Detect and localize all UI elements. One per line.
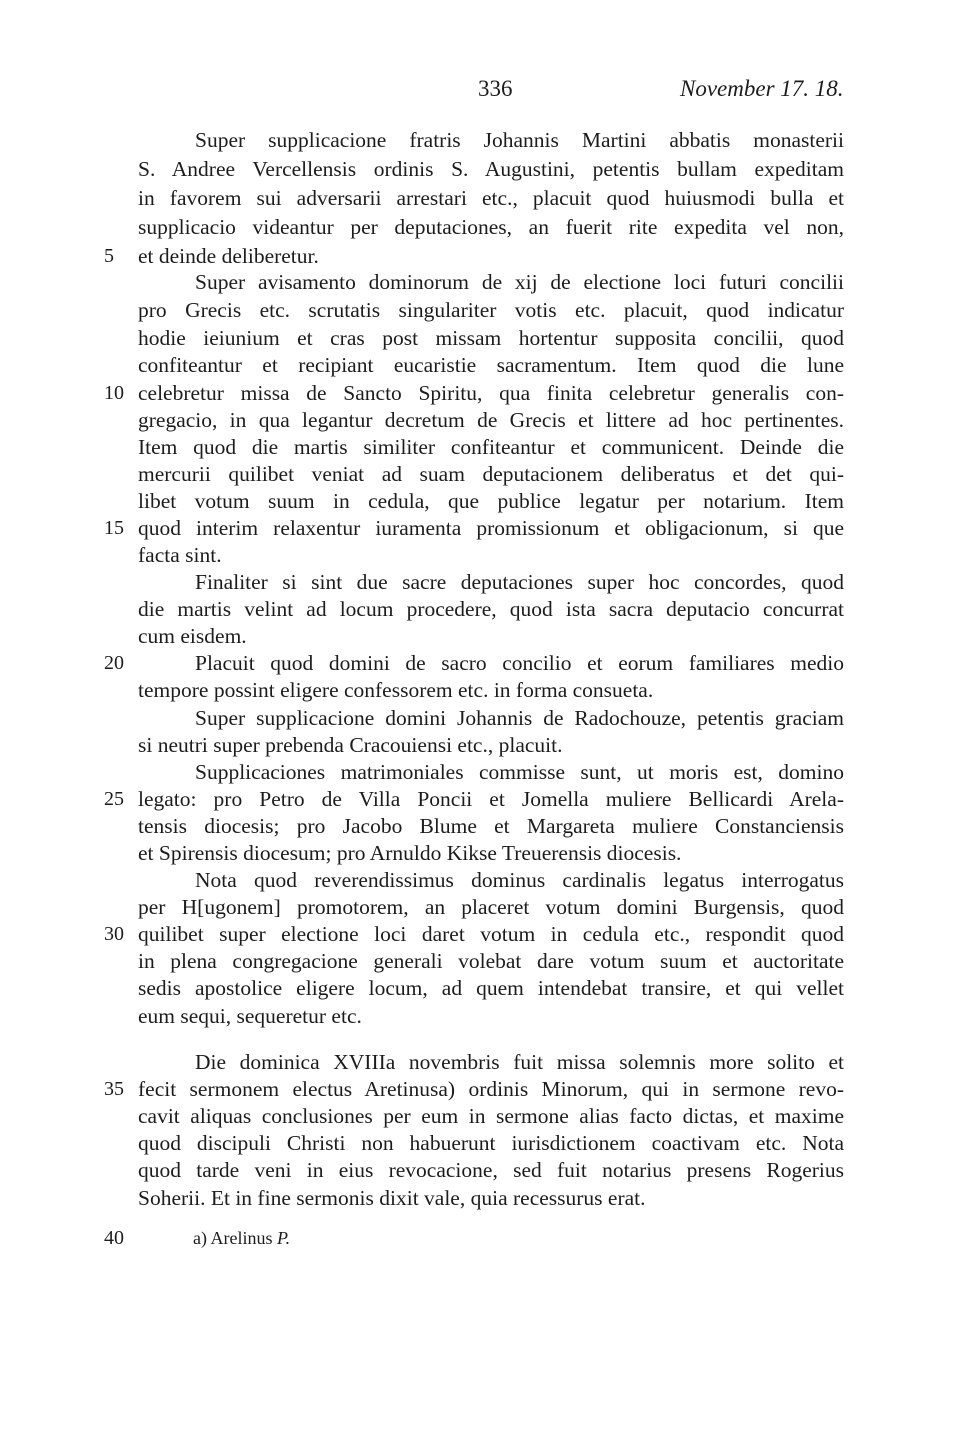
text-line: Soherii. Et in fine sermonis dixit vale, quia recessurus erat. (138, 1186, 646, 1210)
line-number: 15 (104, 517, 124, 539)
text-line: die martis velint ad locum procedere, quod ista sacra deputacio concurrat (138, 597, 844, 621)
line-number: 20 (104, 652, 124, 674)
text-line: eum sequi, sequeretur etc. (138, 1004, 362, 1028)
footnote-text: Arelinus (210, 1228, 273, 1248)
text-line: legato: pro Petro de Villa Poncii et Jomella muliere Bellicardi Arela- (138, 787, 844, 811)
text-line: gregacio, in qua legantur decretum de Grecis et littere ad hoc pertinentes. (138, 408, 844, 432)
text-line: in plena congregacione generali volebat dare votum suum et auctoritate (138, 949, 844, 973)
text-line: supplicacio videantur per deputaciones, an fuerit rite expedita vel non, (138, 215, 844, 239)
text-line: si neutri super prebenda Cracouiensi etc., placuit. (138, 733, 563, 757)
text-line: Finaliter si sint due sacre deputaciones super hoc concordes, quod (195, 570, 844, 594)
footnote-mark: a) (193, 1228, 207, 1248)
text-line: fecit sermonem electus Aretinusa) ordinis Minorum, qui in sermone revo- (138, 1077, 844, 1101)
text-line: et Spirensis diocesum; pro Arnuldo Kikse Treuerensis diocesis. (138, 841, 682, 865)
text-line: cavit aliquas conclusiones per eum in sermone alias facto dictas, et maxime (138, 1104, 844, 1128)
page-number: 336 (478, 76, 513, 101)
footnote (193, 1225, 290, 1251)
text-line: mercurii quilibet veniat ad suam deputacionem deliberatus et det qui- (138, 462, 844, 486)
text-line: tensis diocesis; pro Jacobo Blume et Margareta muliere Constanciensis (138, 814, 844, 838)
text-line: libet votum suum in cedula, que publice legatur per notarium. Item (138, 489, 844, 513)
text-line: S. Andree Vercellensis ordinis S. Augustini, petentis bullam expeditam (138, 157, 844, 181)
running-header-date: November 17. 18. (680, 76, 844, 101)
text-line: Placuit quod domini de sacro concilio et eorum familiares medio (195, 651, 844, 675)
text-line: Item quod die martis similiter confiteantur et communicent. Deinde die (138, 435, 844, 459)
text-line: in favorem sui adversarii arrestari etc., placuit quod huiusmodi bulla et (138, 186, 844, 210)
line-number: 25 (104, 788, 124, 810)
text-line: quod interim relaxentur iuramenta promissionum et obligacionum, si que (138, 516, 844, 540)
footnote-siglum: P. (277, 1228, 291, 1248)
text-line: Supplicaciones matrimoniales commisse sunt, ut moris est, domino (195, 760, 844, 784)
text-line: et deinde deliberetur. (138, 244, 319, 268)
line-number: 10 (104, 382, 124, 404)
text-line: quod discipuli Christi non habuerunt iurisdictionem coactivam etc. Nota (138, 1131, 844, 1155)
line-number: 5 (104, 245, 114, 267)
text-line: sedis apostolice eligere locum, ad quem intendebat transire, et qui vellet (138, 976, 844, 1000)
text-line: Super avisamento dominorum de xij de electione loci futuri concilii (195, 270, 844, 294)
text-line: Nota quod reverendissimus dominus cardinalis legatus interrogatus (195, 868, 844, 892)
line-number: 40 (104, 1227, 124, 1249)
line-number: 30 (104, 923, 124, 945)
text-line: Super supplicacione domini Johannis de Radochouze, petentis graciam (195, 706, 844, 730)
text-line: hodie ieiunium et cras post missam hortentur supposita concilii, quod (138, 326, 844, 350)
text-line: Super supplicacione fratris Johannis Martini abbatis monasterii (195, 128, 844, 152)
text-line: per H[ugonem] promotorem, an placeret votum domini Burgensis, quod (138, 895, 844, 919)
line-number: 35 (104, 1078, 124, 1100)
text-line: cum eisdem. (138, 624, 247, 648)
text-line: confiteantur et recipiant eucaristie sacramentum. Item quod die lune (138, 353, 844, 377)
text-line: celebretur missa de Sancto Spiritu, qua finita celebretur generalis con- (138, 381, 844, 405)
text-line: pro Grecis etc. scrutatis singulariter votis etc. placuit, quod indicatur (138, 298, 844, 322)
text-line: Die dominica XVIIIa novembris fuit missa solemnis more solito et (195, 1050, 844, 1074)
text-line: tempore possint eligere confessorem etc. in forma consueta. (138, 678, 654, 702)
text-line: quilibet super electione loci daret votum in cedula etc., respondit quod (138, 922, 844, 946)
text-line: quod tarde veni in eius revocacione, sed fuit notarius presens Rogerius (138, 1158, 844, 1182)
text-line: facta sint. (138, 543, 222, 567)
